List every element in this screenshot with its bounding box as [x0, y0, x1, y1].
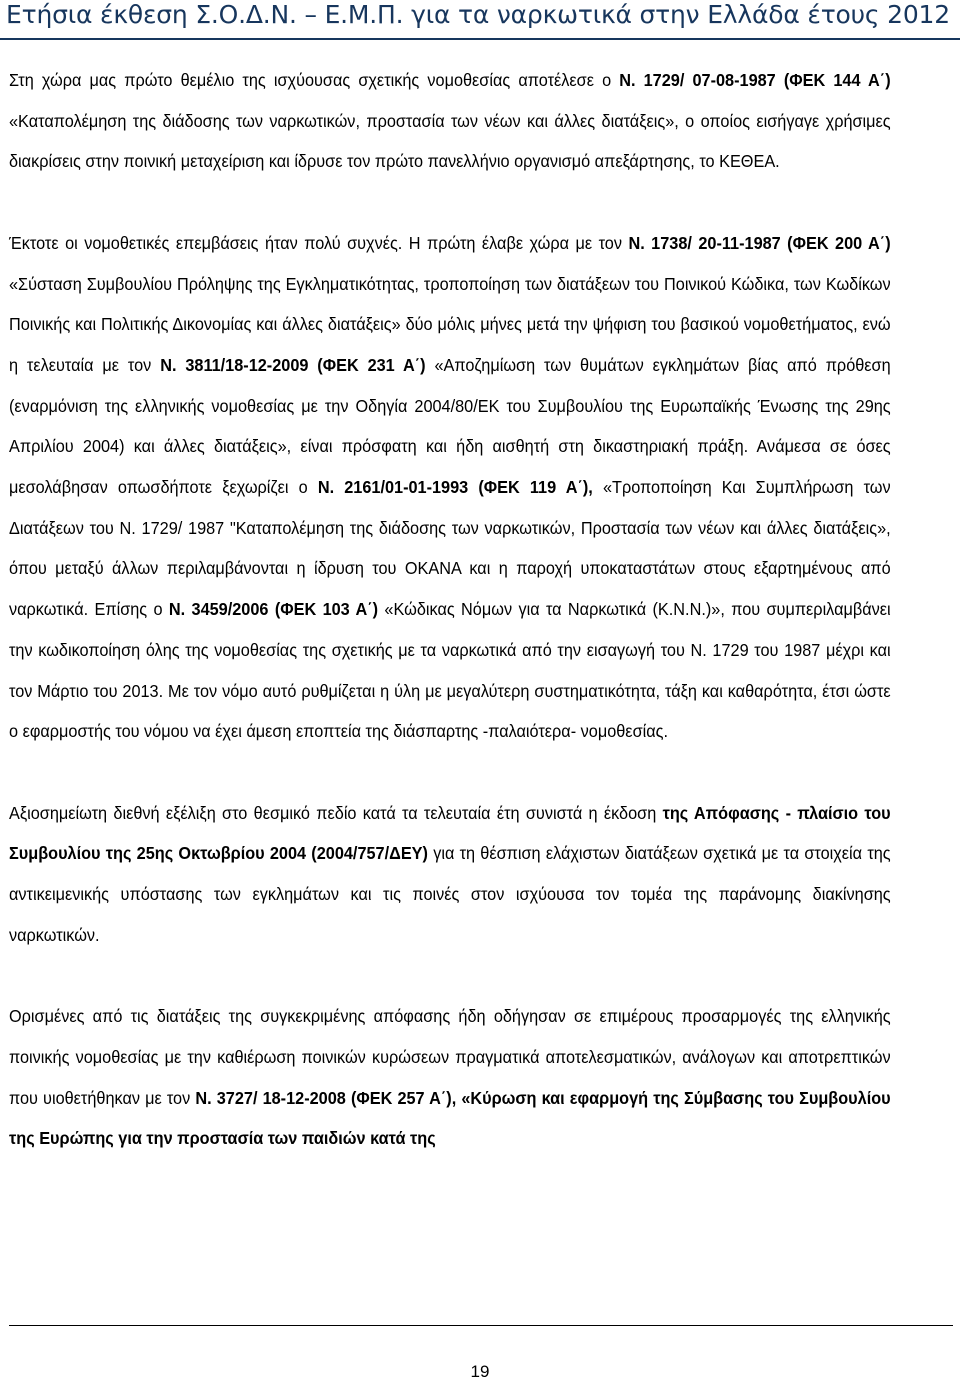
paragraph	[9, 223, 891, 752]
header-title: Ετήσια έκθεση Σ.Ο.Δ.Ν. – Ε.Μ.Π. για τα ναρκωτικά στην Ελλάδα έτους 2012	[6, 0, 950, 29]
text-run: «Κώδικας Νόμων για τα Ναρκωτικά (Κ.Ν.Ν.)», που συμπεριλαμβάνει την κωδικοποίηση όλης της νομοθεσίας της σχετικής με τα ναρκωτικά από την εισαγωγή του Ν. 1729 του 1987 μέχρι και τον Μάρτιο του 2013. Με τον νόμο αυτό ρυθμίζεται η ύλη με μεγαλύτερη συστηματικότητα, τάξη και καθαρότητα, έτσι ώστε ο εφαρμοστής του νόμου να έχει άμεση εποπτεία της διάσπαρτης -παλαιότερα- νομοθεσίας.	[9, 599, 891, 742]
text-run: «Τροποποίηση Και Συμπλήρωση των Διατάξεων του Ν. 1729/ 1987 "Καταπολέμηση της διάδοσης των ναρκωτικών, Προστασία των νέων και άλλες διατάξεις», όπου μεταξύ άλλων περιλαμβάνονται η ίδρυση του ΟΚΑΝΑ και η παροχή υποκαταστάτων στους εξαρτημένους από ναρκωτικά. Επίσης ο	[9, 477, 891, 620]
page-header	[0, 0, 960, 38]
text-run: «Αποζημίωση των θυμάτων εγκλημάτων βίας από πρόθεση (εναρμόνιση της ελληνικής νομοθεσίας με την Οδηγία 2004/80/ΕΚ του Συμβουλίου της Ευρωπαϊκής Ένωσης της 29ης Απριλίου 2004) και άλλες διατάξεις», είναι πρόσφατη και ήδη αισθητή στη δικαστηριακή πράξη. Ανάμεσα σε όσες μεσολάβησαν οπωσδήποτε ξεχωρίζει ο	[9, 354, 891, 498]
header-rule	[0, 38, 960, 40]
text-run: «Καταπολέμηση της διάδοσης των ναρκωτικών, προστασία των νέων και άλλες διατάξεις», ο οποίος εισήγαγε χρήσιμες διακρίσεις στην ποινική μεταχείριση και ίδρυσε τον πρώτο πανελλήνιο οργανισμό απεξάρτησης, το ΚΕΘΕΑ.	[9, 110, 891, 172]
text-run: Στη χώρα μας πρώτο θεμέλιο της ισχύουσας σχετικής νομοθεσίας αποτέλεσε ο	[9, 70, 620, 90]
paragraph	[9, 793, 891, 956]
law-citation: της Απόφασης - πλαίσιο του Συμβουλίου της 25ης Οκτωβρίου 2004 (2004/757/ΔΕΥ)	[9, 802, 891, 864]
footer-rule	[9, 1325, 953, 1326]
page-number: 19	[470, 1362, 490, 1381]
text-run: Αξιοσημείωτη διεθνή εξέλιξη στο θεσμικό πεδίο κατά τα τελευταία έτη συνιστά η έκδοση	[9, 802, 663, 823]
law-citation: Ν. 1729/ 07-08-1987 (ΦΕΚ 144 Α΄)	[619, 70, 891, 90]
text-run: Ορισμένες από τις διατάξεις της συγκεκριμένης απόφασης ήδη οδήγησαν σε επιμέρους προσαρμογές της ελληνικής ποινικής νομοθεσίας με την καθιέρωση ποινικών κυρώσεων πραγματικά αποτελεσματικών, ανάλογων και αποτρεπτικών που υιοθετήθηκαν με τον	[9, 1006, 891, 1108]
body-text	[9, 60, 891, 1159]
paragraph	[9, 996, 891, 1159]
law-citation: Ν. 3459/2006 (ΦΕΚ 103 Α΄)	[168, 599, 379, 620]
text-run: Έκτοτε οι νομοθετικές επεμβάσεις ήταν πολύ συχνές. Η πρώτη έλαβε χώρα με τον	[9, 232, 629, 253]
law-citation: Ν. 2161/01-01-1993 (ΦΕΚ 119 Α΄),	[317, 477, 593, 498]
paragraph	[9, 60, 891, 182]
law-citation: Ν. 1738/ 20-11-1987 (ΦΕΚ 200 Α΄)	[628, 232, 891, 253]
text-run: για τη θέσπιση ελάχιστων διατάξεων σχετικά με τα στοιχεία της αντικειμενικής υπόστασης των εγκλημάτων και τις ποινές στον ισχύουσα τον τομέα της παράνομης διακίνησης ναρκωτικών.	[9, 843, 891, 945]
law-citation: Ν. 3811/18-12-2009 (ΦΕΚ 231 Α΄)	[160, 354, 426, 375]
text-run: «Σύσταση Συμβουλίου Πρόληψης της Εγκληματικότητας, τροποποίηση των διατάξεων του Ποινικού Κώδικα, των Κωδίκων Ποινικής και Πολιτικής Δικονομίας και άλλες διατάξεις» δύο μόλις μήνες μετά την ψήφιση του βασικού νομοθετήματος, ενώ η τελευταία με τον	[9, 273, 891, 375]
law-citation: Ν. 3727/ 18-12-2008 (ΦΕΚ 257 Α΄), «Κύρωση και εφαρμογή της Σύμβασης του Συμβουλίου της Ευρώπης για την προστασία των παιδιών κατά της	[9, 1087, 891, 1149]
